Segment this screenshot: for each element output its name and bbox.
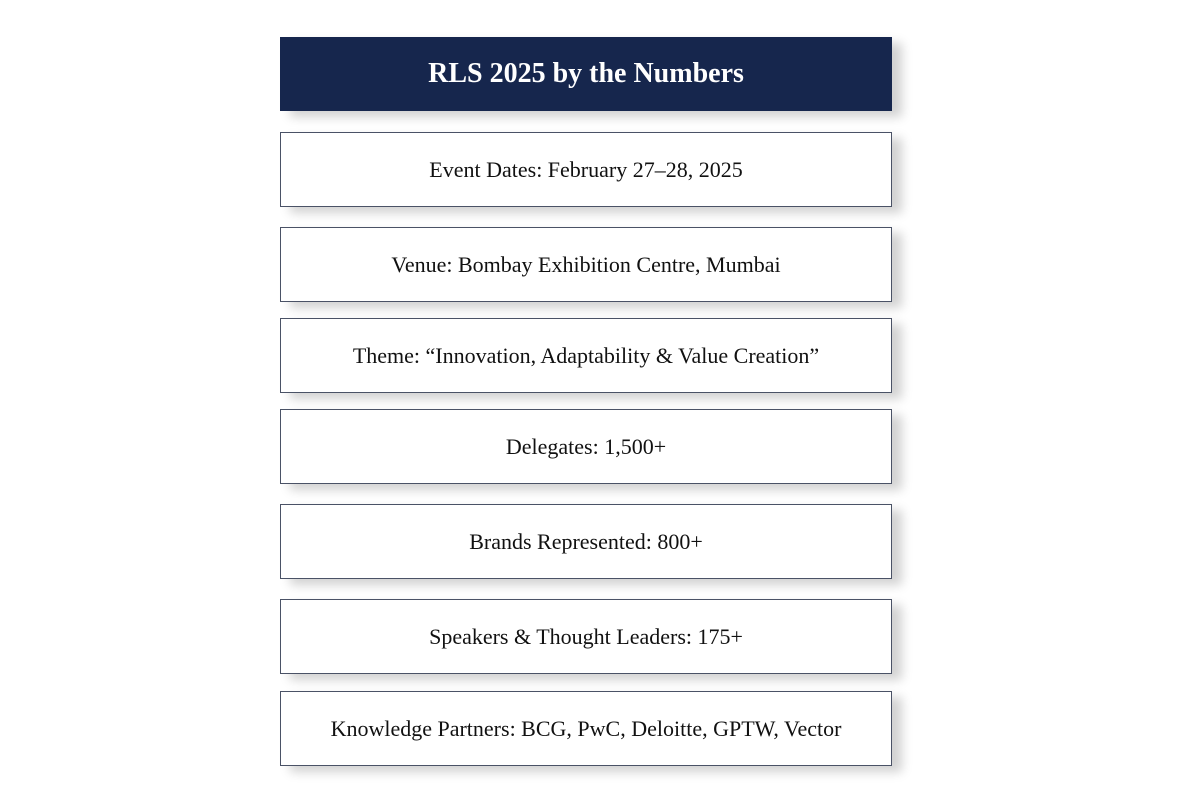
fact-label: Delegates: 1,500+ bbox=[505, 433, 667, 459]
fact-label: Brands Represented: 800+ bbox=[469, 528, 703, 554]
fact-box-theme bbox=[280, 318, 892, 393]
fact-box-speakers bbox=[280, 599, 892, 674]
fact-box-brands bbox=[280, 504, 892, 579]
fact-label: Theme: “Innovation, Adaptability & Value Creation” bbox=[352, 342, 820, 368]
fact-label: Venue: Bombay Exhibition Centre, Mumbai bbox=[391, 251, 781, 277]
fact-label: Knowledge Partners: BCG, PwC, Deloitte, GPTW, Vector bbox=[330, 715, 842, 741]
fact-label: Event Dates: February 27–28, 2025 bbox=[429, 156, 743, 182]
fact-box-delegates bbox=[280, 409, 892, 484]
page-title: RLS 2025 by the Numbers bbox=[428, 58, 744, 89]
title-banner bbox=[280, 37, 892, 111]
fact-box-event-dates bbox=[280, 132, 892, 207]
fact-box-venue bbox=[280, 227, 892, 302]
fact-label: Speakers & Thought Leaders: 175+ bbox=[429, 623, 743, 649]
fact-box-knowledge-partners bbox=[280, 691, 892, 766]
